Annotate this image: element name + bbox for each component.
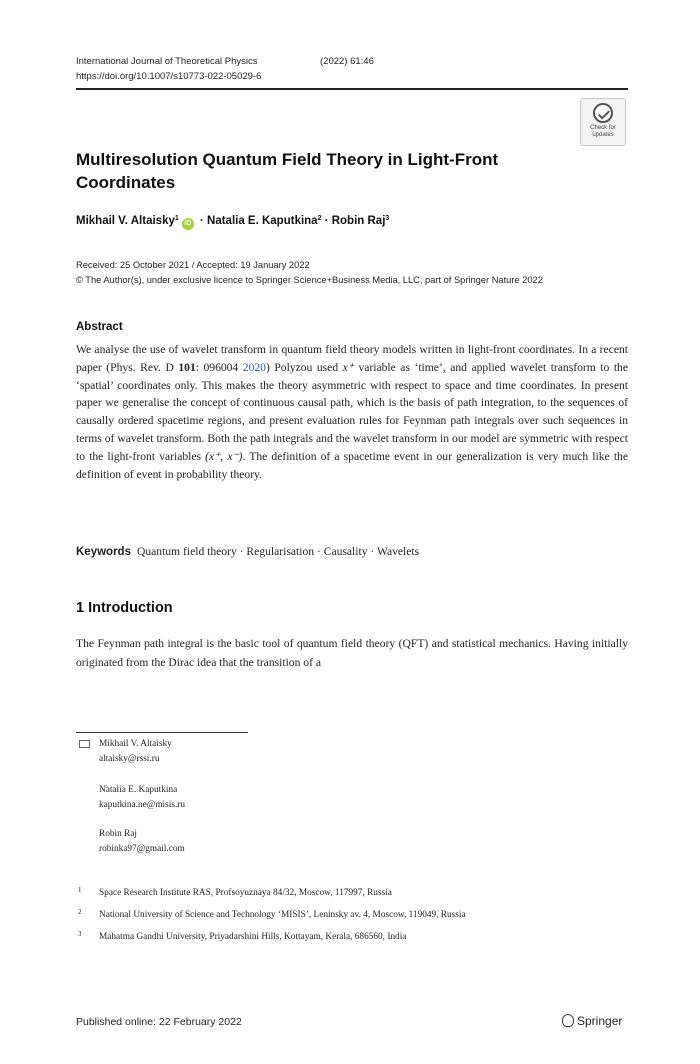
affiliation-marker: 2 [317,215,322,222]
volume-number: 101 [178,360,196,374]
math-variables: (x⁺, x⁻) [205,449,243,463]
keywords-label: Keywords [76,546,131,558]
affiliation-number: 1 [78,886,82,894]
doi-link[interactable]: https://doi.org/10.1007/s10773-022-05029-6 [76,71,262,82]
contact-name: Mikhail V. Altaisky [99,739,172,749]
author-list [76,215,389,230]
footnote-rule [76,732,248,733]
intro-paragraph: The Feynman path integral is the basic tool of quantum field theory (QFT) and statistical mechanics. Having initially originated from the Dirac idea that the transition of a [76,637,628,669]
journal-name: International Journal of Theoretical Physics [76,56,258,67]
contact-email[interactable]: kaputkina.ne@misis.ru [99,800,186,810]
envelope-icon [79,740,90,748]
affiliation-text: Mahatma Gandhi University, Priyadarshini Hills, Kottayam, Kerala, 686560, India [99,932,407,942]
contact-block [99,827,185,857]
keywords [76,545,628,558]
contact-name: Natalia E. Kaputkina [99,785,178,795]
journal-issue: (2022) 61:46 [320,56,374,67]
check-for-updates-badge[interactable] [580,98,626,146]
affiliation-text: National University of Science and Technology ‘MISIS’, Leninsky av. 4, Moscow, 119049, Russia [99,910,466,920]
orcid-icon[interactable]: iD [182,218,194,230]
author-name[interactable]: Natalia E. Kaputkina [207,215,318,227]
springer-horse-icon [562,1014,574,1027]
citation-year-link[interactable]: 2020 [242,360,266,374]
published-online-date: Published online: 22 February 2022 [76,1016,242,1028]
check-for-updates-text: Check for updates [590,125,616,138]
author-name[interactable]: Robin Raj [331,215,386,227]
received-accepted-dates: Received: 25 October 2021 / Accepted: 19 January 2022 [76,260,310,270]
author-separator: · [321,215,332,227]
paper-title: Multiresolution Quantum Field Theory in Light-Front Coordinates [76,150,499,192]
check-icon [593,103,613,123]
affiliation-marker: 3 [385,215,390,222]
affiliation-marker: 1 [174,215,179,222]
contact-name: Robin Raj [99,829,137,839]
keywords-text: Quantum field theory · Regularisation · Causality · Wavelets [136,545,420,558]
contact-block [99,737,172,767]
affiliation-text: Space Research Institute RAS, Profsoyuznaya 84/32, Moscow, 117997, Russia [99,888,392,898]
contact-email[interactable]: robinka97@gmail.com [99,844,185,854]
springer-logo: Springer [562,1014,622,1028]
author-separator: · [196,215,208,227]
affiliation-number: 2 [78,908,82,916]
contact-email[interactable]: altaisky@rssi.ru [99,754,160,764]
affiliation-number: 3 [78,930,82,938]
abstract-heading: Abstract [76,321,123,333]
copyright-line: © The Author(s), under exclusive licence to Springer Science+Business Media, LLC, part of Springer Nature 2022 [76,275,543,285]
math-variable: x⁺ [342,360,354,374]
section-heading: 1 Introduction [76,600,173,616]
author-name[interactable]: Mikhail V. Altaisky [76,215,175,227]
contact-block [99,783,185,813]
header-rule [76,88,628,90]
abstract-text: We analyse the use of wavelet transform in quantum field theory models written in light-front coordinates. In a recent paper (Phys. Rev. D 101: 096004 2020) Polyzou used x⁺ variable as ‘time’, and applied wavelet transform to the ‘spatial’ coordinates only. This makes the theory asymmetric with respect to space and time coordinates. In present paper we generalise the concept of continuous causal path, which is the basis of path integration, to the sequences of causally ordered spacetime regions, and present evaluation rules for Feynman path integrals over such sequences in terms of wavelet transform. Both the path integrals and the wavelet transform in our model are symmetric with respect to the light-front variables (x⁺, x⁻). The definition of a spacetime event in our generalization is very much like the definition of event in probability theory. [76,343,628,481]
